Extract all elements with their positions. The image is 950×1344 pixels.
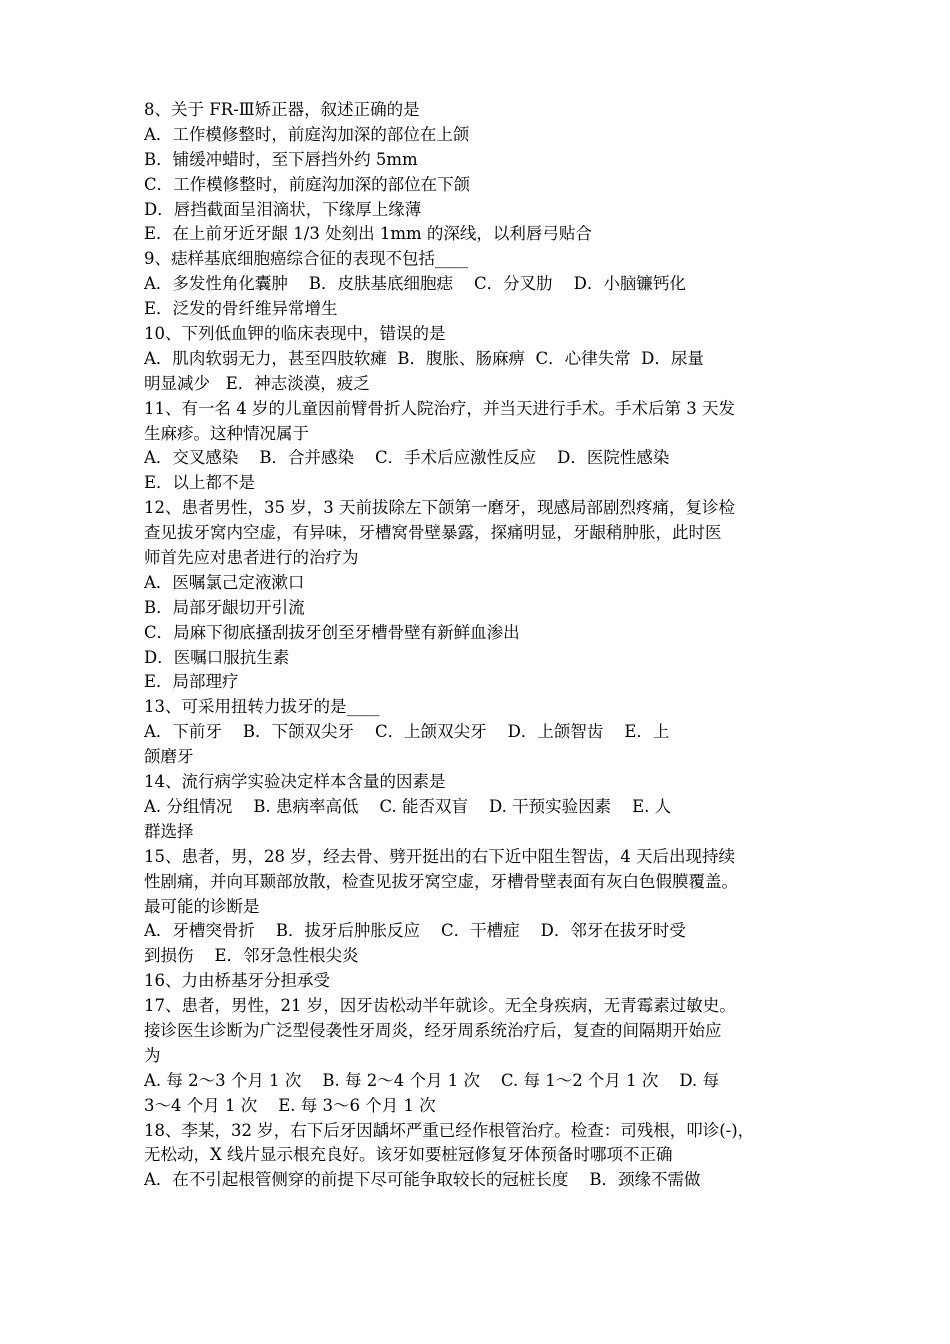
text-line: 无松动，X 线片显示根充良好。该牙如要桩冠修复牙体预备时哪项不正确 — [144, 1145, 673, 1165]
text-line: 14、流行病学实验决定样本含量的因素是 — [144, 772, 446, 792]
text-line: E．以上都不是 — [144, 473, 256, 493]
text-line: 颌磨牙 — [144, 747, 194, 767]
text-line: 11、有一名 4 岁的儿童因前臂骨折人院治疗，并当天进行手术。手术后第 3 天发 — [144, 398, 735, 418]
text-line: A．肌肉软弱无力，甚至四肢软瘫 B．腹胀、肠麻痹 C．心律失常 D．尿量 — [144, 348, 704, 368]
text-line: B．局部牙龈切开引流 — [144, 597, 305, 617]
text-line: 3～4 个月 1 次 E. 每 3～6 个月 1 次 — [144, 1095, 436, 1115]
text-line: 9、痣样基底细胞癌综合征的表现不包括____ — [144, 249, 468, 269]
text-line: A．下前牙 B．下颌双尖牙 C．上颌双尖牙 D．上颌智齿 E．上 — [144, 722, 670, 742]
text-line: 12、患者男性，35 岁，3 天前拔除左下颌第一磨牙，现感局部剧烈疼痛，复诊检 — [144, 498, 735, 518]
text-line: 18、李某，32 岁，右下后牙因龋坏严重已经作根管治疗。检查：司残根，叩诊(-)， — [144, 1120, 755, 1140]
text-line: 10、下列低血钾的临床表现中，错误的是 — [144, 324, 446, 344]
text-line: A．工作模修整时，前庭沟加深的部位在上颌 — [144, 124, 470, 144]
text-line: A．多发性角化囊肿 B．皮肤基底细胞痣 C．分叉肋 D．小脑镰钙化 — [144, 274, 686, 294]
text-line: 为 — [144, 1045, 161, 1065]
text-line: E．在上前牙近牙龈 1/3 处刻出 1mm 的深线，以利唇弓贴合 — [144, 224, 592, 244]
text-line: 15、患者，男，28 岁，经去骨、劈开挺出的右下近中阻生智齿，4 天后出现持续 — [144, 846, 735, 866]
text-line: E．局部理疗 — [144, 672, 239, 692]
text-line: A．交叉感染 B．合并感染 C．手术后应激性反应 D．医院性感染 — [144, 448, 670, 468]
text-line: A．在不引起根管侧穿的前提下尽可能争取较长的冠桩长度 B．颈缘不需做 — [144, 1170, 701, 1190]
text-line: 17、患者，男性，21 岁，因牙齿松动半年就诊。无全身疾病，无青霉素过敏史。 — [144, 996, 736, 1016]
text-line: 性剧痛，并向耳颞部放散，检查见拔牙窝空虚，牙槽骨壁表面有灰白色假膜覆盖。 — [144, 871, 738, 891]
text-line: 接诊医生诊断为广泛型侵袭性牙周炎，经牙周系统治疗后，复查的间隔期开始应 — [144, 1020, 722, 1040]
text-line: A. 分组情况 B. 患病率高低 C. 能否双盲 D. 干预实验因素 E. 人 — [144, 796, 672, 816]
text-line: C．局麻下彻底搔刮拔牙创至牙槽骨壁有新鲜血渗出 — [144, 622, 520, 642]
text-line: A．医嘱氯己定液漱口 — [144, 572, 305, 592]
text-line: D．唇挡截面呈泪滴状，下缘厚上缘薄 — [144, 199, 422, 219]
text-line: 16、力由桥基牙分担承受 — [144, 971, 330, 991]
text-line: 师首先应对患者进行的治疗为 — [144, 548, 359, 568]
text-line: E．泛发的骨纤维异常增生 — [144, 299, 338, 319]
text-line: 最可能的诊断是 — [144, 896, 260, 916]
text-line: C．工作模修整时，前庭沟加深的部位在下颌 — [144, 174, 471, 194]
text-line: B．铺缓冲蜡时，至下唇挡外约 5mm — [144, 149, 418, 169]
text-line: D．医嘱口服抗生素 — [144, 647, 290, 667]
text-line: A. 每 2～3 个月 1 次 B. 每 2～4 个月 1 次 C. 每 1～2 个月 1 次 D. 每 — [144, 1070, 720, 1090]
text-line: 13、可采用扭转力拔牙的是____ — [144, 697, 380, 717]
text-line: 生麻疹。这种情况属于 — [144, 423, 309, 443]
text-line: 查见拔牙窝内空虚，有异味，牙槽窝骨壁暴露，探痛明显，牙龈稍肿胀，此时医 — [144, 523, 722, 543]
text-line: 8、关于 FR-Ⅲ矫正器，叙述正确的是 — [144, 100, 420, 119]
text-line: 到损伤 E．邻牙急性根尖炎 — [144, 946, 359, 966]
text-line: A．牙槽突骨折 B．拔牙后肿胀反应 C．干槽症 D．邻牙在拔牙时受 — [144, 921, 686, 941]
text-line: 群选择 — [144, 821, 194, 841]
text-line: 明显减少 E．神志淡漠，疲乏 — [144, 373, 370, 393]
page-body-text — [144, 98, 816, 1193]
